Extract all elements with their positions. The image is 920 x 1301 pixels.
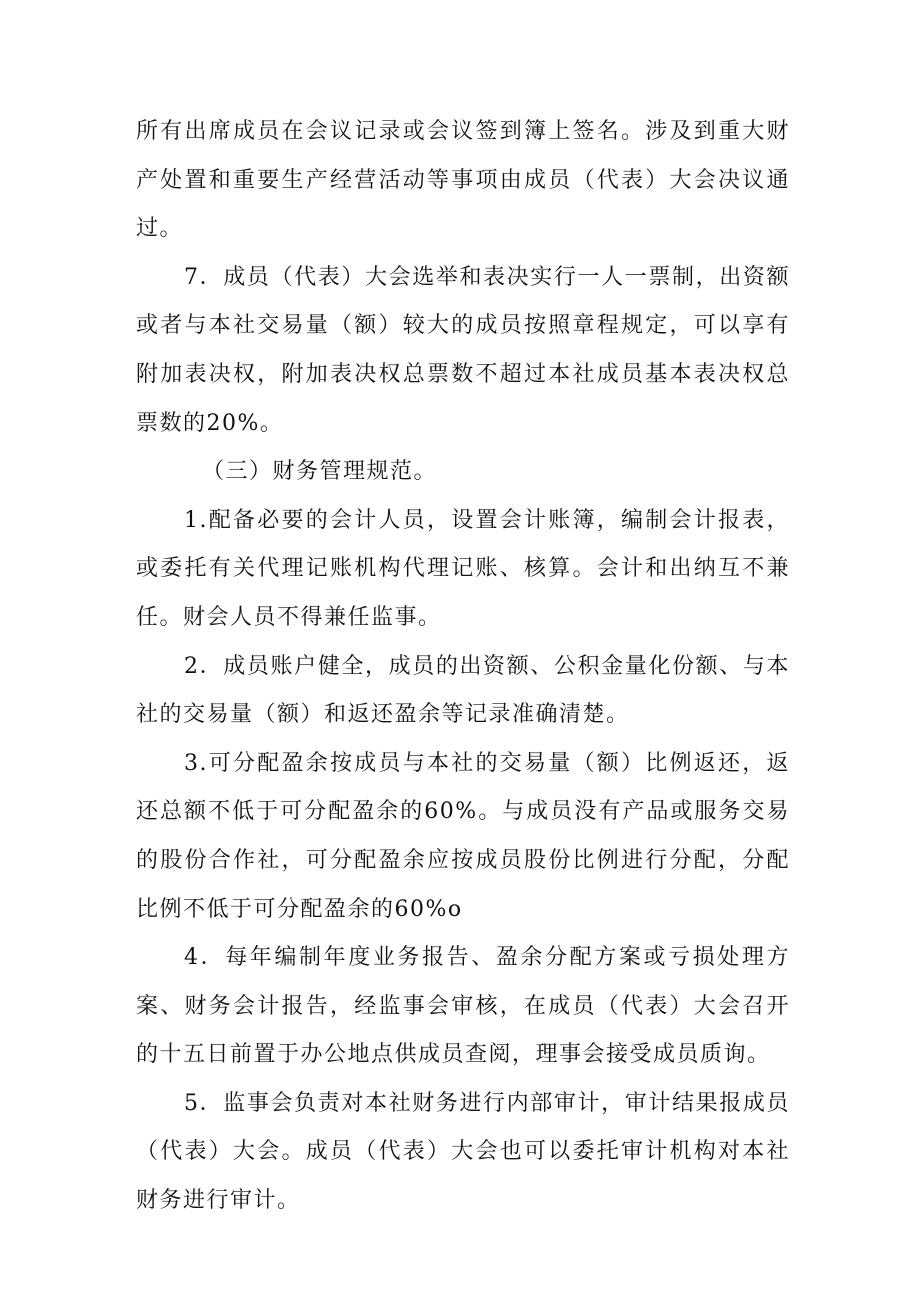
paragraph-item-2-accounts: 2．成员账户健全，成员的出资额、公积金量化份额、与本社的交易量（额）和返还盈余等记录准确清楚。 bbox=[136, 653, 790, 728]
document-body bbox=[136, 108, 790, 1226]
paragraph-item-5-audit: 5．监事会负责对本社财务进行内部审计，审计结果报成员（代表）大会。成员（代表）大会也可以委托审计机构对本社财务进行审计。 bbox=[136, 1090, 790, 1214]
paragraph-continuation: 所有出席成员在会议记录或会议签到簿上签名。涉及到重大财产处置和重要生产经营活动等事项由成员（代表）大会决议通过。 bbox=[136, 119, 790, 242]
section-heading-finance: （三）财务管理规范。 bbox=[202, 459, 438, 485]
paragraph-item-7-voting: 7．成员（代表）大会选举和表决实行一人一票制，出资额或者与本社交易量（额）较大的成员按照章程规定，可以享有附加表决权，附加表决权总票数不超过本社成员基本表决权总票数的20%。 bbox=[136, 264, 790, 436]
paragraph-item-4-reports: 4．每年编制年度业务报告、盈余分配方案或亏损处理方案、财务会计报告，经监事会审核，在成员（代表）大会召开的十五日前置于办公地点供成员查阅，理事会接受成员质询。 bbox=[136, 945, 790, 1068]
paragraph-item-3-surplus: 3.可分配盈余按成员与本社的交易量（额）比例返还，返还总额不低于可分配盈余的60%。与成员没有产品或服务交易的股份合作社，可分配盈余应按成员股份比例进行分配，分配比例不低于可分配盈余的60%o bbox=[136, 750, 790, 922]
paragraph-item-1-accounting: 1.配备必要的会计人员，设置会计账簿，编制会计报表，或委托有关代理记账机构代理记账、核算。会计和出纳互不兼任。财会人员不得兼任监事。 bbox=[136, 507, 790, 630]
